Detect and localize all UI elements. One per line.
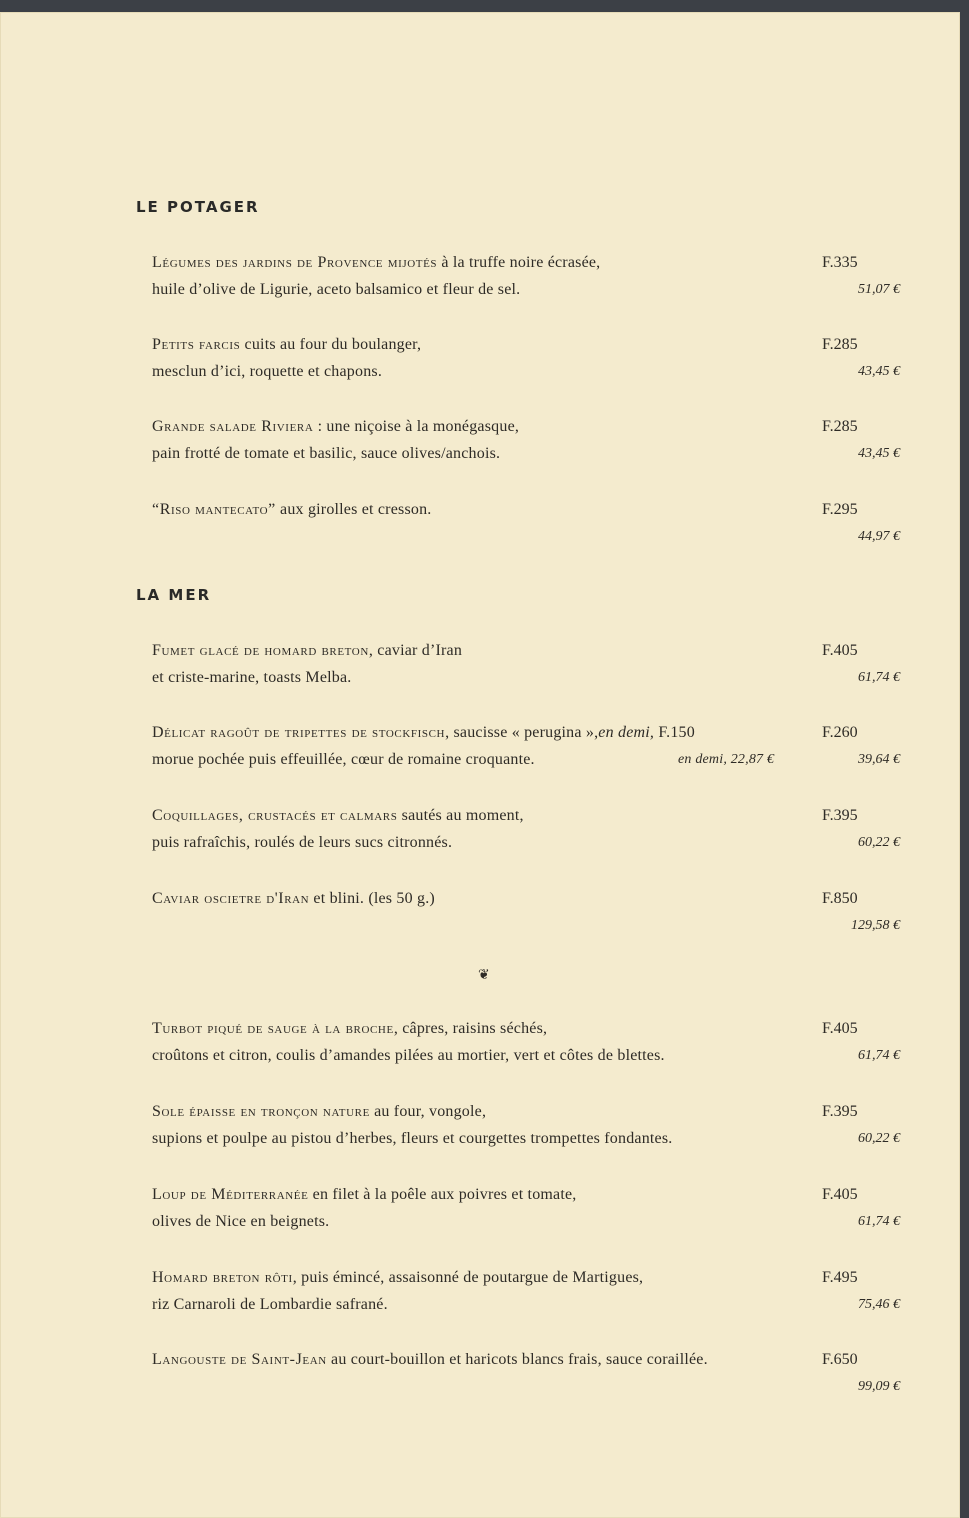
dish-name: Grande salade Riviera [152, 418, 314, 435]
half-portion-price-euros: en demi, 22,87 € [678, 752, 775, 767]
dish-description: et blini. (les 50 g.) [309, 890, 435, 907]
price-francs: F.850 [822, 890, 858, 907]
menu-item [152, 890, 912, 950]
price-euros: 43,45 € [858, 364, 900, 379]
price-francs: F.650 [822, 1351, 858, 1368]
price-euros: 44,97 € [858, 529, 900, 544]
section-title-la-mer: LA MER [136, 586, 212, 604]
menu-item [152, 418, 912, 478]
price-francs: F.405 [822, 1186, 858, 1203]
dish-name: Légumes des jardins de Provence mijotés [152, 254, 438, 271]
half-portion-label: en demi, [598, 724, 655, 741]
dish-description: sautés au moment, [397, 807, 524, 824]
item-line-1 [152, 890, 435, 908]
price-francs: F.395 [822, 1103, 858, 1120]
dish-description: au court-bouillon et haricots blancs frais, sauce coraillée. [326, 1351, 708, 1368]
item-line-1 [152, 1103, 486, 1121]
price-euros: 75,46 € [858, 1297, 900, 1312]
price-euros: 51,07 € [858, 282, 900, 297]
price-euros: 61,74 € [858, 670, 900, 685]
price-euros: 61,74 € [858, 1048, 900, 1063]
item-line-1 [152, 807, 524, 825]
menu-item [152, 1269, 912, 1329]
price-euros: 43,45 € [858, 446, 900, 461]
price-francs: F.405 [822, 1020, 858, 1037]
dish-name: Délicat ragoût de tripettes de stockfisch [152, 724, 446, 741]
item-line-2: mesclun d’ici, roquette et chapons. [152, 363, 383, 380]
dish-name: Loup de Méditerranée [152, 1186, 309, 1203]
item-line-2: supions et poulpe au pistou d’herbes, fleurs et courgettes trompettes fondantes. [152, 1130, 673, 1147]
price-euros: 129,58 € [851, 918, 900, 933]
half-portion-price-francs: F.150 [658, 724, 695, 741]
dish-name: Langouste de Saint-Jean [152, 1351, 327, 1368]
dish-description: cuits au four du boulanger, [240, 336, 422, 353]
price-francs: F.495 [822, 1269, 858, 1286]
item-line-2: croûtons et citron, coulis d’amandes pilées au mortier, vert et côtes de blettes. [152, 1047, 665, 1064]
dish-description: , caviar d’Iran [368, 642, 463, 659]
item-line-1 [152, 254, 600, 272]
menu-item [152, 1186, 912, 1246]
fleuron-ornament-icon: ❦ [478, 968, 490, 983]
price-francs: F.335 [822, 254, 858, 271]
dish-description: , saucisse « perugina », [445, 724, 599, 741]
menu-page [0, 12, 960, 1518]
item-line-1 [152, 724, 695, 742]
item-line-2: et criste-marine, toasts Melba. [152, 669, 352, 686]
item-line-2: puis rafraîchis, roulés de leurs sucs citronnés. [152, 834, 453, 851]
price-euros: 99,09 € [858, 1379, 900, 1394]
item-line-1 [152, 642, 462, 660]
dish-description: , câpres, raisins séchés, [393, 1020, 548, 1037]
menu-item [152, 254, 912, 314]
menu-item [152, 336, 912, 396]
menu-item [152, 1020, 912, 1080]
item-line-1 [152, 1269, 643, 1287]
dish-name: Coquillages, crustacés et calmars [152, 807, 398, 824]
price-francs: F.405 [822, 642, 858, 659]
price-francs: F.285 [822, 418, 858, 435]
dish-description: en filet à la poêle aux poivres et tomate, [308, 1186, 577, 1203]
item-line-1 [152, 418, 519, 436]
menu-item [152, 642, 912, 702]
item-line-1 [152, 1186, 577, 1204]
price-euros: 60,22 € [858, 1131, 900, 1146]
dish-name: “Riso mantecato” [152, 501, 276, 518]
menu-item [152, 807, 912, 867]
dish-name: Fumet glacé de homard breton [152, 642, 369, 659]
item-line-1 [152, 1020, 547, 1038]
price-euros: 39,64 € [858, 752, 900, 767]
dish-description: aux girolles et cresson. [275, 501, 432, 518]
price-francs: F.295 [822, 501, 858, 518]
dish-description: à la truffe noire écrasée, [437, 254, 601, 271]
menu-item [152, 1351, 912, 1411]
section-title-le-potager: LE POTAGER [136, 198, 260, 216]
price-euros: 60,22 € [858, 835, 900, 850]
dish-name: Sole épaisse en tronçon nature [152, 1103, 370, 1120]
price-francs: F.395 [822, 807, 858, 824]
price-euros: 61,74 € [858, 1214, 900, 1229]
price-francs: F.260 [822, 724, 858, 741]
menu-item [152, 724, 912, 784]
item-line-2: olives de Nice en beignets. [152, 1213, 330, 1230]
dish-description: : une niçoise à la monégasque, [313, 418, 520, 435]
menu-item [152, 1103, 912, 1163]
dish-name: Turbot piqué de sauge à la broche [152, 1020, 394, 1037]
menu-item [152, 501, 912, 561]
dish-name: Caviar oscietre d'Iran [152, 890, 310, 907]
dish-name: Petits farcis [152, 336, 241, 353]
item-line-1 [152, 336, 421, 354]
item-line-2: pain frotté de tomate et basilic, sauce olives/anchois. [152, 445, 501, 462]
dish-description: au four, vongole, [369, 1103, 487, 1120]
dish-description: , puis émincé, assaisonné de poutargue de Martigues, [292, 1269, 644, 1286]
item-line-2: morue pochée puis effeuillée, cœur de romaine croquante. [152, 751, 535, 768]
dish-name: Homard breton rôti [152, 1269, 293, 1286]
item-line-1 [152, 501, 431, 519]
item-line-2: riz Carnaroli de Lombardie safrané. [152, 1296, 388, 1313]
item-line-2: huile d’olive de Ligurie, aceto balsamico et fleur de sel. [152, 281, 521, 298]
item-line-1 [152, 1351, 708, 1369]
price-francs: F.285 [822, 336, 858, 353]
